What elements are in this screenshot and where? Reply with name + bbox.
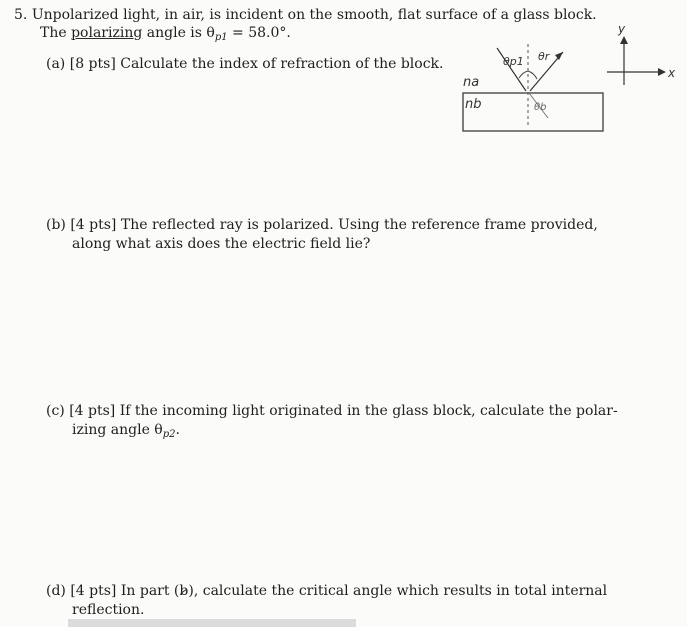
statement-suffix: angle is θ — [142, 25, 215, 41]
bottom-scan-bar — [68, 619, 356, 627]
part-d-prefix: In part ( — [120, 583, 180, 599]
part-a-label: (a) — [46, 56, 66, 72]
part-b-label: (b) — [46, 217, 66, 233]
problem-text: Unpolarized light, in air, is incident on the smooth, flat surface of a glass block. — [31, 7, 597, 23]
part-c-label: (c) — [46, 403, 65, 419]
reflected-arrowhead — [555, 52, 563, 60]
problem-number: 5. — [14, 7, 28, 23]
theta-p1-label: θp1 — [503, 55, 524, 68]
part-d-label: (d) — [46, 583, 66, 599]
underlined-word: polarizing — [71, 25, 143, 41]
part-c-subscript: p2 — [162, 429, 176, 440]
theta-r-label: θr — [538, 50, 550, 63]
na-label: na — [463, 75, 480, 90]
x-axis-arrowhead — [658, 68, 666, 76]
part-c-line2-suffix: . — [175, 422, 180, 438]
part-d-points: [4 pts] — [70, 583, 117, 599]
part-c-points: [4 pts] — [69, 403, 116, 419]
theta-b-label: θb — [534, 102, 547, 113]
part-a-text: Calculate the index of refraction of the block. — [120, 56, 444, 72]
y-axis-arrowhead — [620, 36, 628, 44]
part-b-line2: along what axis does the electric field lie? — [72, 236, 371, 252]
part-d-struck-letter: b — [179, 583, 189, 599]
part-a-points: [8 pts] — [69, 56, 116, 72]
nb-label: nb — [465, 97, 482, 112]
polarizing-value: = 58.0°. — [227, 25, 291, 41]
part-d-line2: reflection. — [72, 602, 145, 618]
part-b-points: [4 pts] — [70, 217, 117, 233]
axis-y-label: y — [618, 22, 626, 36]
theta-subscript: p1 — [214, 32, 228, 43]
part-c-line2-prefix: izing angle θ — [72, 422, 163, 438]
part-c-text: If the incoming light originated in the glass block, calculate the polar- — [119, 403, 618, 419]
angle-arc-incident — [519, 71, 528, 78]
part-b-text: The reflected ray is polarized. Using the reference frame provided, — [120, 217, 598, 233]
statement-prefix: The — [40, 25, 67, 41]
angle-arc-reflected — [528, 71, 537, 79]
part-d-suffix: ), calculate the critical angle which results in total internal — [188, 583, 608, 599]
axis-x-label: x — [668, 66, 676, 80]
